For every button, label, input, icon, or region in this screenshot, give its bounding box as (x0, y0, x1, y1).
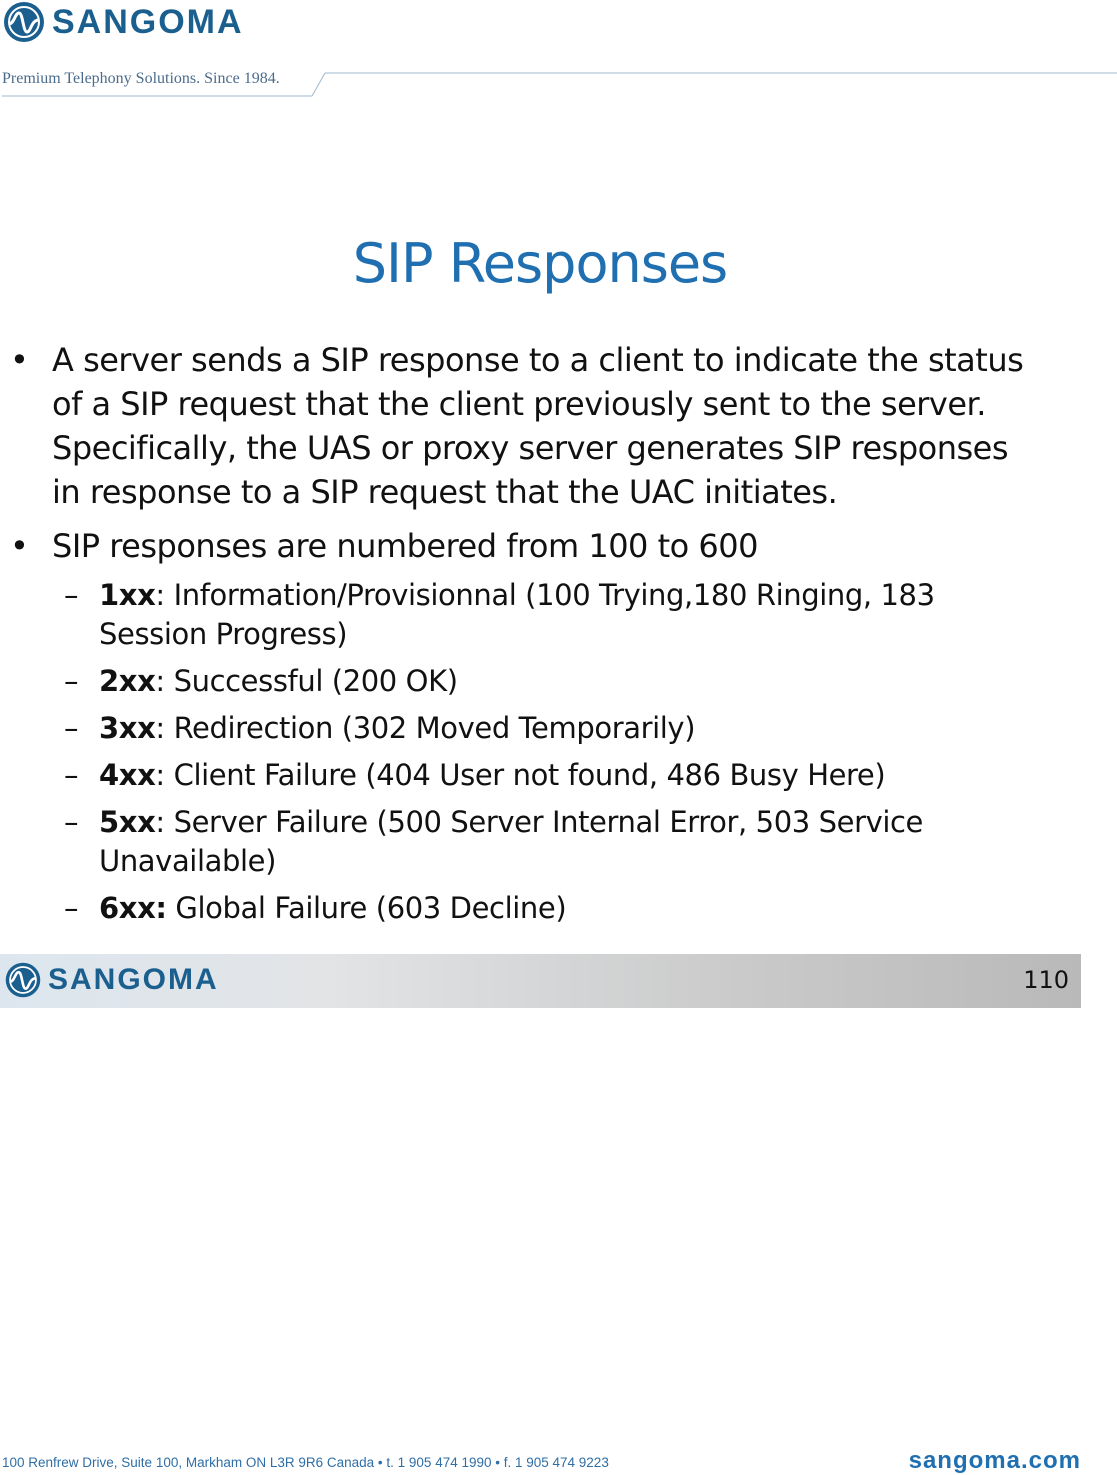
response-class-item (0, 662, 1090, 701)
page-number: 110 (1023, 966, 1069, 994)
response-description: Client Failure (404 User not found, 486 Busy Here) (173, 758, 886, 792)
code-separator: : (155, 758, 174, 792)
response-code: 5xx (99, 805, 156, 839)
code-separator: : (155, 664, 174, 698)
response-code: 6xx: (99, 891, 167, 925)
response-code: 2xx (99, 664, 156, 698)
bullet-line: A server sends a SIP response to a client to indicate the status (52, 341, 1024, 379)
slide-title: SIP Responses (352, 232, 728, 295)
code-separator: : (155, 711, 174, 745)
company-address: 100 Renfrew Drive, Suite 100, Markham ON L3R 9R6 Canada • t. 1 905 474 1990 • f. 1 905 474 9223 (2, 1455, 609, 1470)
header-divider (0, 70, 1117, 100)
bullet-item (0, 338, 1090, 514)
dash-icon: – (64, 578, 79, 612)
slide-footer-bar (0, 954, 1081, 1008)
bullet-icon: • (10, 527, 29, 565)
response-description: Redirection (302 Moved Temporarily) (173, 711, 696, 745)
dash-icon: – (64, 758, 79, 792)
response-code: 1xx (99, 578, 156, 612)
brand-name: SANGOMA (52, 3, 244, 41)
code-separator: : (155, 805, 174, 839)
response-class-item (0, 889, 1090, 928)
response-class-item (0, 756, 1090, 795)
response-class-item (0, 576, 1090, 654)
bullet-item (0, 524, 1090, 568)
footer-brand-name: SANGOMA (48, 963, 219, 996)
response-code: 3xx (99, 711, 156, 745)
slide-content (0, 338, 1090, 928)
response-code: 4xx (99, 758, 156, 792)
sangoma-logo-icon (2, 0, 46, 44)
response-description: Server Failure (500 Server Internal Error, 503 Service (173, 805, 924, 839)
response-class-item (0, 709, 1090, 748)
dash-icon: – (64, 711, 79, 745)
dash-icon: – (64, 805, 79, 839)
response-class-item (0, 803, 1090, 881)
bullet-line: Specifically, the UAS or proxy server generates SIP responses (52, 429, 1009, 467)
header-logo (2, 0, 244, 44)
response-description-cont: Session Progress) (99, 617, 348, 651)
sangoma-logo-icon (4, 961, 42, 999)
tagline: Premium Telephony Solutions. Since 1984. (2, 70, 280, 87)
dash-icon: – (64, 664, 79, 698)
website-link[interactable]: sangoma.com (908, 1447, 1081, 1474)
response-description-cont: Unavailable) (99, 844, 277, 878)
bullet-icon: • (10, 341, 29, 379)
footer-logo (4, 961, 219, 999)
bullet-line: of a SIP request that the client previously sent to the server. (52, 385, 986, 423)
response-description: Successful (200 OK) (173, 664, 458, 698)
bullet-line: in response to a SIP request that the UAC initiates. (52, 473, 838, 511)
response-description: Global Failure (603 Decline) (175, 891, 567, 925)
dash-icon: – (64, 891, 79, 925)
code-separator: : (155, 578, 174, 612)
bullet-line: SIP responses are numbered from 100 to 600 (52, 527, 758, 565)
response-description: Information/Provisionnal (100 Trying,180 Ringing, 183 (173, 578, 935, 612)
